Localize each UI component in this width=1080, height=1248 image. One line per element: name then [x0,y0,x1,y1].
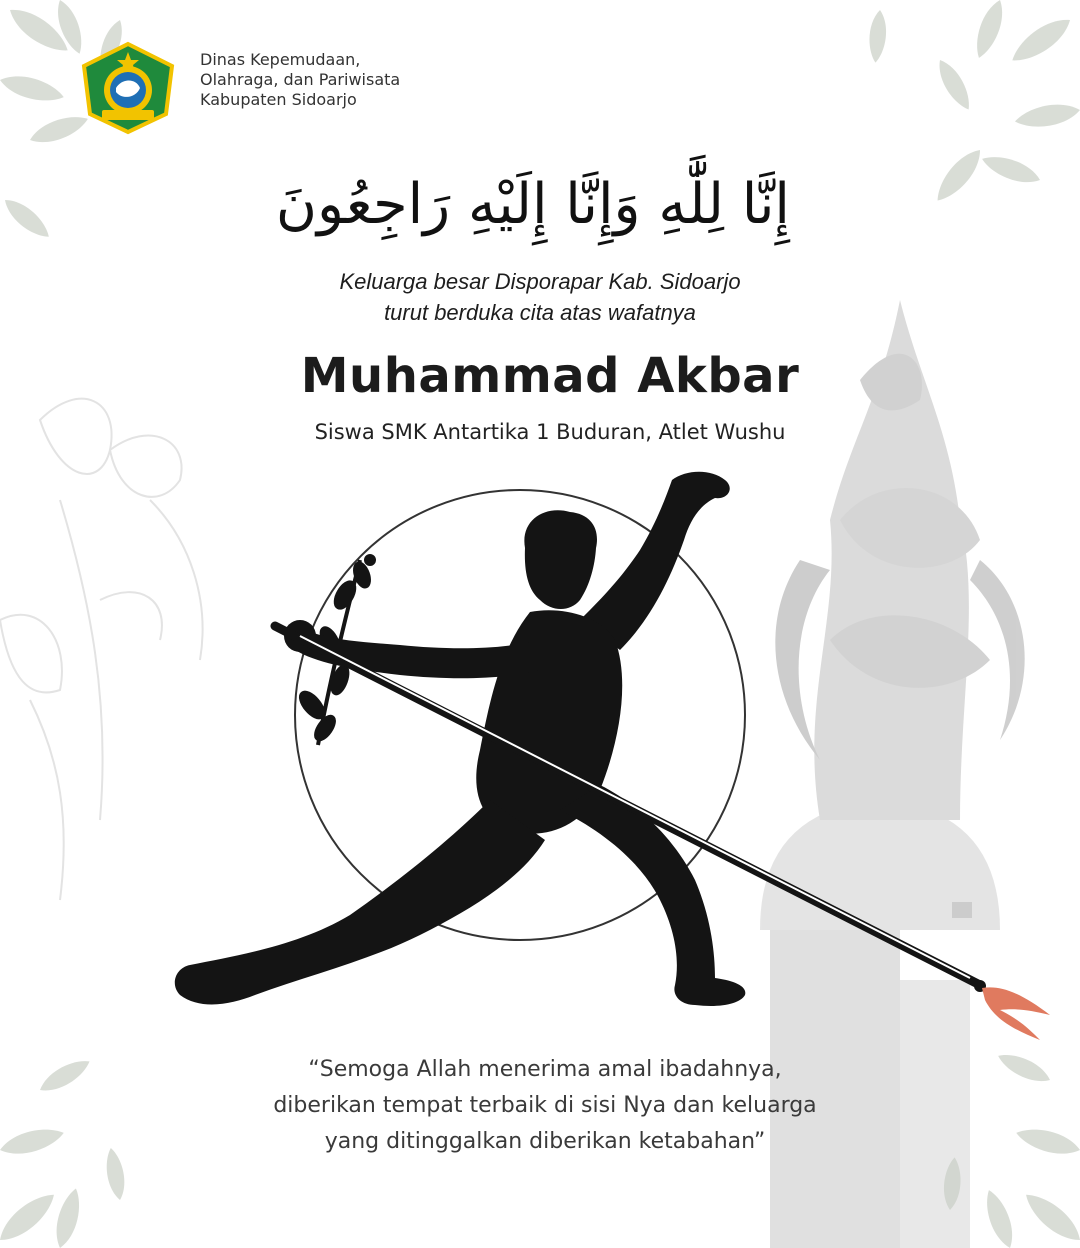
prayer-quote [200,1052,890,1160]
prayer-line: diberikan tempat terbaik di sisi Nya dan keluarga [273,1093,817,1118]
arabic-istirja-text: إِنَّا لِلَّٰهِ وَإِنَّا إِلَيْهِ رَاجِعُونَ [275,172,790,237]
deceased-name: Muhammad Akbar [300,348,800,404]
condolence-line-2: turut berduka cita atas wafatnya [384,300,696,325]
prayer-line: yang ditinggalkan diberikan ketabahan” [324,1129,766,1154]
staff-tassel [982,987,1050,1040]
organization-line: Kabupaten Sidoarjo [200,90,357,109]
athlete-silhouette [175,472,746,1006]
deceased-description: Siswa SMK Antartika 1 Buduran, Atlet Wushu [314,420,786,444]
prayer-line: “Semoga Allah menerima amal ibadahnya, [308,1057,782,1082]
condolence-line-1: Keluarga besar Disporapar Kab. Sidoarjo [339,269,741,294]
organization-line: Olahraga, dan Pariwisata [200,70,401,89]
organization-line: Dinas Kepemudaan, [200,50,361,69]
